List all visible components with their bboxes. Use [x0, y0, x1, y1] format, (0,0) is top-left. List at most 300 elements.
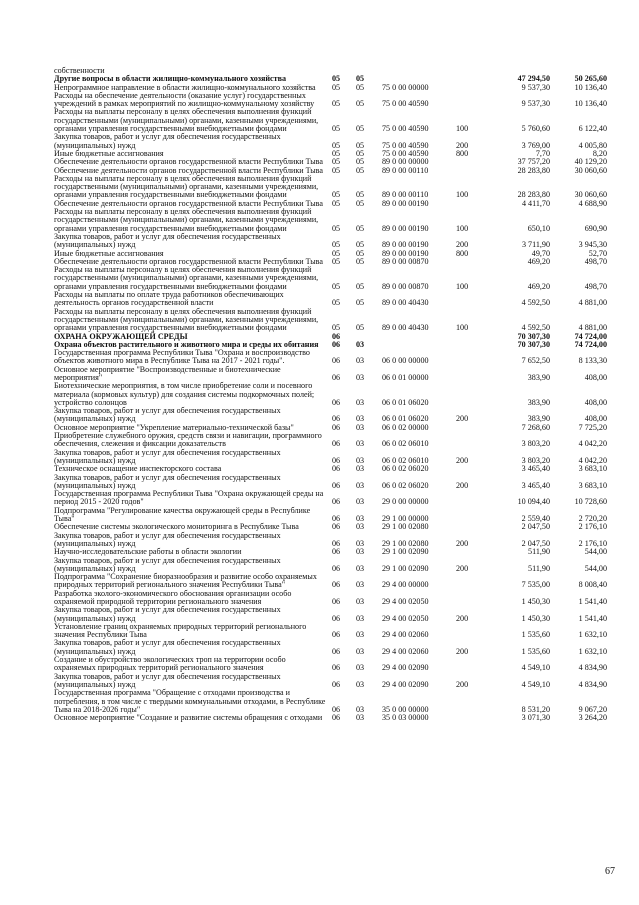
row-razdel: 06	[332, 439, 341, 449]
table-row	[54, 133, 607, 150]
row-razdel: 06	[332, 497, 341, 507]
row-celevaya-statya: 29 0 00 00000	[382, 497, 429, 507]
row-vid-rashodov	[450, 573, 490, 590]
row-podrazdel: 03	[356, 480, 365, 490]
row-razdel: 05	[332, 99, 341, 109]
row-amount-year1: 4 411,70	[521, 198, 550, 208]
row-name: Расходы на выплаты персоналу в целях обеспечения выполнения функций государственными (муниципальными) органами, казенными учреждениями, органами управления государственными внебюджетными фондами	[54, 207, 319, 233]
row-amount-year1: 10 094,40	[517, 497, 550, 507]
row-amount-year1: 28 283,80	[517, 165, 550, 175]
row-amount-year1: 7 268,60	[521, 422, 550, 432]
table-row	[54, 714, 607, 722]
row-amount-year2: 4 881,00	[578, 298, 607, 308]
row-celevaya-statya: 29 1 00 02090	[382, 547, 429, 557]
row-vid-rashodov	[450, 656, 490, 673]
row-name: Обеспечение деятельности органов государственной власти Республики Тыва	[54, 198, 323, 208]
row-razdel: 05	[332, 198, 341, 208]
row-podrazdel: 05	[356, 256, 365, 266]
row-vid-rashodov: 200	[456, 646, 469, 656]
row-podrazdel: 05	[356, 323, 365, 333]
row-celevaya-statya: 06 0 02 06010	[382, 455, 429, 465]
row-amount-year1: 9 537,30	[521, 82, 550, 92]
row-celevaya-statya: 06 0 01 06020	[382, 397, 429, 407]
row-razdel: 06	[332, 679, 341, 689]
row-amount-year2: 9 067,20	[578, 704, 607, 714]
row-name: Расходы на выплаты персоналу в целях обеспечения выполнения функций государственными (муниципальными) органами, казенными учреждениями, органами управления государственными внебюджетными фондами	[54, 306, 319, 333]
row-razdel: 06	[332, 414, 341, 424]
row-podrazdel: 05	[356, 223, 365, 233]
row-amount-year1: 2 047,50	[521, 538, 550, 548]
row-name: Иные бюджетные ассигнования	[54, 248, 164, 258]
row-celevaya-statya: 06 0 02 06020	[382, 464, 429, 474]
row-amount-year1: 28 283,80	[517, 190, 550, 200]
row-razdel: 06	[332, 613, 341, 623]
row-amount-year1: 2 047,50	[521, 522, 550, 532]
row-amount-year2: 8,20	[592, 148, 607, 158]
row-razdel: 06	[332, 331, 341, 341]
row-vid-rashodov: 100	[456, 281, 469, 291]
row-podrazdel: 03	[356, 372, 365, 382]
row-name: собственности	[54, 66, 105, 75]
row-name: Непрограммное направление в области жилищно-коммунального хозяйства	[54, 82, 316, 92]
row-podrazdel: 05	[356, 240, 365, 250]
row-razdel: 06	[332, 713, 341, 723]
row-razdel: 06	[332, 372, 341, 382]
table-row	[54, 266, 607, 291]
row-celevaya-statya: 89 0 00 00110	[382, 165, 429, 175]
row-vid-rashodov	[450, 333, 490, 341]
row-vid-rashodov: 200	[456, 480, 469, 490]
row-podrazdel: 05	[356, 74, 365, 84]
row-amount-year2: 408,00	[584, 397, 607, 407]
row-razdel: 05	[332, 148, 341, 158]
row-amount-year1: 7 652,50	[521, 356, 550, 366]
row-amount-year2: 4 005,80	[578, 140, 607, 150]
row-podrazdel: 03	[356, 563, 365, 573]
row-celevaya-statya: 29 4 00 02050	[382, 613, 429, 623]
row-razdel: 05	[332, 240, 341, 250]
table-row	[54, 449, 607, 466]
row-amount-year1: 70 307,30	[517, 339, 550, 349]
row-vid-rashodov: 200	[456, 679, 469, 689]
row-vid-rashodov: 200	[456, 140, 469, 150]
row-vid-rashodov	[450, 689, 490, 714]
row-amount-year2: 4 688,90	[578, 198, 607, 208]
row-amount-year1: 650,10	[527, 223, 550, 233]
table-row	[54, 573, 607, 590]
row-amount-year2: 544,00	[584, 563, 607, 573]
row-amount-year1: 49,70	[531, 248, 550, 258]
row-podrazdel: 05	[356, 140, 365, 150]
row-vid-rashodov	[450, 167, 490, 175]
row-razdel: 05	[332, 248, 341, 258]
table-row	[54, 474, 607, 491]
row-name: Научно-исследовательские работы в области экологии	[54, 547, 242, 557]
row-celevaya-statya: 06 0 02 00000	[382, 422, 429, 432]
row-name: Техническое оснащение инспекторского состава	[54, 464, 222, 474]
row-vid-rashodov	[450, 75, 490, 83]
table-row	[54, 532, 607, 549]
row-name: Подпрограмма "Сохранение биоразнообразия и развитие особо охраняемых природных территорий регионального значения Республики Тыва"	[54, 572, 317, 590]
row-podrazdel: 05	[356, 190, 365, 200]
table-row	[54, 490, 607, 507]
row-celevaya-statya: 29 1 00 02080	[382, 522, 429, 532]
row-name: Основное мероприятие "Создание и развитие системы обращения с отходами	[54, 713, 323, 723]
row-celevaya-statya: 35 0 03 00000	[382, 713, 429, 723]
row-podrazdel: 05	[356, 198, 365, 208]
row-name: Государственная программа Республики Тыва "Охрана и воспроизводство объектов животного мира в Республике Тыва на 2017 - 2021 годы".	[54, 348, 310, 366]
row-razdel: 05	[332, 256, 341, 266]
row-razdel: 05	[332, 298, 341, 308]
row-celevaya-statya: 89 0 00 00000	[382, 157, 429, 167]
row-name: Обеспечение деятельности органов государственной власти Республики Тыва	[54, 157, 323, 167]
row-podrazdel: 03	[356, 538, 365, 548]
row-amount-year1: 7,70	[535, 148, 550, 158]
row-celevaya-statya: 06 0 02 06010	[382, 439, 429, 449]
row-amount-year1: 9 537,30	[521, 99, 550, 109]
row-name: Биотехнические мероприятия, в том числе приобретение соли и посевного материала (кормовых культур) для создания системы подкормочных полей; устройство солонцов	[54, 381, 315, 407]
row-name: Другие вопросы в области жилищно-коммунального хозяйства	[54, 74, 287, 84]
table-row	[54, 557, 607, 574]
row-vid-rashodov	[450, 349, 490, 366]
row-celevaya-statya: 06 0 02 06020	[382, 480, 429, 490]
table-row	[54, 233, 607, 250]
row-razdel: 06	[332, 356, 341, 366]
row-podrazdel: 05	[356, 99, 365, 109]
row-podrazdel: 03	[356, 646, 365, 656]
budget-table	[54, 67, 607, 722]
row-podrazdel: 05	[356, 248, 365, 258]
row-amount-year2: 408,00	[584, 414, 607, 424]
row-razdel: 06	[332, 538, 341, 548]
page-number: 67	[605, 866, 615, 877]
row-name: Государственная программа "Обращение с отходами производства и потребления, в том числе с твердыми коммунальными отходами, в Республике Тыва на 2018-2026 годы"	[54, 688, 326, 714]
row-vid-rashodov	[450, 432, 490, 449]
row-amount-year1: 469,20	[527, 281, 550, 291]
row-podrazdel: 03	[356, 704, 365, 714]
row-celevaya-statya: 29 1 00 02090	[382, 563, 429, 573]
row-podrazdel: 03	[356, 497, 365, 507]
row-vid-rashodov: 100	[456, 223, 469, 233]
row-amount-year1: 3 769,00	[521, 140, 550, 150]
row-razdel: 06	[332, 563, 341, 573]
row-podrazdel: 05	[356, 148, 365, 158]
table-row	[54, 382, 607, 407]
row-celevaya-statya: 35 0 00 00000	[382, 704, 429, 714]
row-name: Подпрограмма "Регулирование качества окружающей среды в Республике Тыва"	[54, 505, 311, 524]
row-amount-year2: 1 541,40	[578, 597, 607, 606]
row-podrazdel: 03	[356, 663, 365, 673]
row-amount-year2: 3 945,30	[578, 240, 607, 250]
table-row	[54, 432, 607, 449]
row-podrazdel: 03	[356, 455, 365, 465]
row-vid-rashodov	[450, 465, 490, 473]
row-vid-rashodov: 200	[456, 563, 469, 573]
row-vid-rashodov	[450, 382, 490, 407]
row-amount-year2: 8 008,40	[578, 580, 607, 590]
row-name: Закупка товаров, работ и услуг для обеспечения государственных (муниципальных) нужд	[54, 605, 281, 623]
row-amount-year1: 5 760,60	[521, 124, 550, 134]
table-row	[54, 673, 607, 690]
row-amount-year2: 3 264,20	[578, 713, 607, 723]
row-razdel: 06	[332, 422, 341, 432]
row-amount-year2: 2 176,10	[578, 522, 607, 532]
row-name: Закупка товаров, работ и услуг для обеспечения государственных (муниципальных) нужд	[54, 671, 281, 689]
row-vid-rashodov	[450, 291, 490, 308]
row-celevaya-statya	[380, 333, 450, 341]
row-celevaya-statya: 89 0 00 40430	[382, 323, 429, 333]
row-amount-year2: 4 042,20	[578, 439, 607, 449]
row-celevaya-statya: 89 0 00 00110	[382, 190, 429, 200]
row-podrazdel: 03	[356, 414, 365, 424]
row-razdel: 05	[332, 165, 341, 175]
row-celevaya-statya: 89 0 00 00870	[382, 281, 429, 291]
row-podrazdel: 05	[356, 124, 365, 134]
row-amount-year1: 3 071,30	[521, 713, 550, 723]
row-amount-year1: 1 450,30	[521, 613, 550, 623]
row-amount-year1: 8 531,20	[521, 704, 550, 714]
row-vid-rashodov: 100	[456, 124, 469, 134]
row-razdel: 06	[332, 597, 341, 606]
row-razdel: 05	[332, 82, 341, 92]
row-podrazdel: 03	[356, 713, 365, 723]
row-vid-rashodov	[450, 67, 490, 75]
row-vid-rashodov: 100	[456, 323, 469, 333]
row-razdel: 05	[332, 140, 341, 150]
row-vid-rashodov	[450, 341, 490, 349]
row-name: Обеспечение деятельности органов государственной власти Республики Тыва	[54, 256, 323, 266]
row-name: Государственная программа Республики Тыва "Охрана окружающей среды на период 2015 - 2020 годов"	[54, 489, 324, 507]
row-amount-year2: 6 122,40	[578, 124, 607, 134]
row-podrazdel: 03	[356, 522, 365, 532]
row-amount-year2: 30 060,60	[574, 190, 607, 200]
row-razdel: 06	[332, 522, 341, 532]
table-row	[54, 689, 607, 714]
table-row	[54, 590, 607, 607]
row-amount-year2: 3 683,10	[578, 480, 607, 490]
row-amount-year2: 52,70	[588, 248, 607, 258]
row-vid-rashodov	[450, 623, 490, 640]
table-row	[54, 656, 607, 673]
row-amount-year2: 74 724,00	[574, 339, 607, 349]
row-amount-year2: 10 136,40	[574, 82, 607, 92]
table-row	[54, 639, 607, 656]
row-razdel: 06	[332, 630, 341, 640]
row-celevaya-statya: 29 1 00 00000	[382, 514, 429, 524]
row-amount-year2: 690,90	[584, 223, 607, 233]
row-celevaya-statya: 89 0 00 00190	[382, 240, 429, 250]
row-podrazdel: 03	[356, 397, 365, 407]
table-row	[54, 407, 607, 424]
row-amount-year1: 511,90	[528, 563, 550, 573]
row-vid-rashodov	[450, 92, 490, 109]
row-name: Основное мероприятие "Воспроизводственные и биотехнические мероприятия"	[54, 364, 281, 382]
row-razdel: 06	[332, 397, 341, 407]
row-amount-year1: 3 711,90	[521, 240, 550, 250]
row-razdel: 06	[332, 646, 341, 656]
row-amount-year2: 30 060,60	[574, 165, 607, 175]
row-celevaya-statya: 75 0 00 40590	[382, 140, 429, 150]
row-podrazdel: 03	[356, 464, 365, 474]
row-name: Обеспечение деятельности органов государственной власти Республики Тыва	[54, 165, 323, 175]
row-celevaya-statya: 75 0 00 40590	[382, 148, 429, 158]
row-amount-year2: 2 176,10	[578, 538, 607, 548]
table-row	[54, 507, 607, 524]
row-podrazdel: 03	[356, 514, 365, 524]
row-amount-year1: 1 450,30	[521, 597, 550, 606]
budget-table-page	[54, 67, 607, 722]
row-celevaya-statya: 06 0 01 06020	[382, 414, 429, 424]
row-name: Расходы на выплаты персоналу в целях обеспечения выполнения функций государственными (муниципальными) органами, казенными учреждениями, органами управления государственными внебюджетными фондами	[54, 173, 319, 200]
row-amount-year2: 544,00	[584, 547, 607, 557]
row-podrazdel: 03	[356, 580, 365, 590]
row-amount-year1: 1 535,60	[521, 646, 550, 656]
row-celevaya-statya: 75 0 00 00000	[382, 82, 429, 92]
row-celevaya-statya: 75 0 00 40590	[382, 99, 429, 109]
table-row	[54, 208, 607, 233]
row-razdel: 05	[332, 157, 341, 167]
row-vid-rashodov	[450, 424, 490, 432]
table-row	[54, 366, 607, 383]
row-vid-rashodov: 100	[456, 190, 469, 200]
row-celevaya-statya	[380, 341, 450, 349]
row-amount-year1: 383,90	[527, 372, 550, 382]
row-vid-rashodov	[450, 714, 490, 722]
row-podrazdel: 03	[356, 547, 365, 557]
row-name: Обеспечение системы экологического мониторинга в Республике Тыва	[54, 522, 299, 532]
row-vid-rashodov	[450, 366, 490, 383]
row-vid-rashodov: 200	[456, 613, 469, 623]
row-podrazdel: 05	[356, 281, 365, 291]
row-amount-year1: 4 549,10	[521, 663, 550, 673]
row-vid-rashodov	[450, 84, 490, 92]
row-vid-rashodov	[450, 158, 490, 166]
row-name: Закупка товаров, работ и услуг для обеспечения государственных (муниципальных) нужд	[54, 555, 281, 573]
row-amount-year2: 10 728,60	[574, 497, 607, 507]
table-row	[54, 308, 607, 333]
row-podrazdel: 03	[356, 613, 365, 623]
row-vid-rashodov	[450, 523, 490, 531]
row-name: Приобретение служебного оружия, средств связи и навигации, программного обеспечения, слежения и фиксации доказательств	[54, 431, 322, 449]
row-amount-year2: 40 129,20	[574, 157, 607, 167]
row-amount-year2: 3 683,10	[578, 464, 607, 474]
row-amount-year1: 37 757,20	[517, 157, 550, 167]
row-name: Закупка товаров, работ и услуг для обеспечения государственных (муниципальных) нужд	[54, 447, 281, 465]
row-vid-rashodov	[450, 548, 490, 556]
row-celevaya-statya: 29 4 00 02090	[382, 663, 429, 673]
row-razdel: 05	[332, 323, 341, 333]
table-row	[54, 623, 607, 640]
row-razdel: 06	[332, 663, 341, 673]
row-amount-year2: 2 720,20	[578, 514, 607, 524]
row-amount-year1: 1 535,60	[521, 630, 550, 640]
row-amount-year1: 3 803,20	[521, 455, 550, 465]
row-name: Охрана объектов растительного и животного мира и среды их обитания	[54, 339, 319, 349]
row-name: Создание и обустройство экологических троп на территории особо охраняемых природных территорий регионального значения	[54, 655, 286, 673]
row-celevaya-statya: 89 0 00 00870	[382, 256, 429, 266]
row-amount-year2: 4 834,90	[578, 663, 607, 673]
row-vid-rashodov	[450, 258, 490, 266]
row-celevaya-statya: 75 0 00 40590	[382, 124, 429, 134]
row-amount-year1: 2 559,40	[521, 514, 550, 524]
row-podrazdel: 05	[356, 157, 365, 167]
row-podrazdel: 05	[356, 82, 365, 92]
table-row	[54, 349, 607, 366]
budget-table-body	[54, 67, 607, 722]
row-celevaya-statya: 29 4 00 00000	[382, 580, 429, 590]
row-podrazdel: 03	[356, 339, 365, 349]
row-celevaya-statya: 89 0 00 00190	[382, 248, 429, 258]
row-vid-rashodov: 200	[456, 414, 469, 424]
row-name: Расходы на обеспечение деятельности (оказание услуг) государственных учреждений в рамках мероприятий по жилищно-коммунальному хозяйству	[54, 90, 315, 109]
row-celevaya-statya: 06 0 01 00000	[382, 372, 429, 382]
row-razdel: 06	[332, 704, 341, 714]
row-amount-year1: 3 465,40	[521, 480, 550, 490]
row-amount-year1: 511,90	[528, 547, 550, 557]
row-amount-year2: 4 881,00	[578, 323, 607, 333]
row-name: Расходы на выплаты персоналу в целях обеспечения выполнения функций государственными (муниципальными) органами, казенными учреждениями, органами управления государственными внебюджетными фондами	[54, 107, 319, 134]
row-podrazdel: 03	[356, 439, 365, 449]
row-amount-year1: 4 592,50	[521, 323, 550, 333]
row-name: Закупка товаров, работ и услуг для обеспечения государственных (муниципальных) нужд	[54, 638, 281, 656]
row-amount-year1: 383,90	[527, 397, 550, 407]
row-name: Закупка товаров, работ и услуг для обеспечения государственных (муниципальных) нужд	[54, 231, 281, 250]
row-celevaya-statya: 06 0 00 00000	[382, 356, 429, 366]
row-podrazdel: 03	[356, 597, 365, 606]
table-row	[54, 606, 607, 623]
row-razdel: 06	[332, 580, 341, 590]
row-vid-rashodov	[450, 490, 490, 507]
row-podrazdel: 03	[356, 679, 365, 689]
row-name: Закупка товаров, работ и услуг для обеспечения государственных (муниципальных) нужд	[54, 472, 281, 490]
row-razdel: 06	[332, 514, 341, 524]
table-row	[54, 108, 607, 133]
table-row	[54, 92, 607, 109]
row-name: ОХРАНА ОКРУЖАЮЩЕЙ СРЕДЫ	[54, 331, 188, 341]
row-amount-year2: 1 632,10	[578, 630, 607, 640]
row-amount-year2: 498,70	[584, 281, 607, 291]
row-name: Установление границ охраняемых природных территорий регионального значения Республики Тыва	[54, 621, 307, 640]
row-vid-rashodov	[450, 200, 490, 208]
row-celevaya-statya: 29 4 00 02060	[382, 646, 429, 656]
row-amount-year2: 408,00	[584, 372, 607, 382]
row-razdel: 05	[332, 124, 341, 134]
row-razdel: 05	[332, 190, 341, 200]
row-vid-rashodov: 800	[456, 148, 469, 158]
row-name: Расходы на выплаты по оплате труда работников обеспечивающих деятельность органов государственной власти	[54, 290, 284, 308]
row-razdel: 05	[332, 74, 341, 84]
row-amount-year1: 47 294,50	[517, 74, 550, 84]
row-vid-rashodov	[450, 507, 490, 524]
row-name: Иные бюджетные ассигнования	[54, 148, 164, 158]
row-podrazdel: 05	[356, 298, 365, 308]
row-amount-year2: 498,70	[584, 256, 607, 266]
row-amount-year2: 1 541,40	[578, 613, 607, 623]
row-amount-year1: 3 803,20	[521, 439, 550, 449]
row-vid-rashodov: 200	[456, 455, 469, 465]
row-amount-year1: 3 465,40	[521, 464, 550, 474]
row-amount-year2: 4 834,90	[578, 679, 607, 689]
row-razdel: 05	[332, 281, 341, 291]
row-amount-year2: 1 632,10	[578, 646, 607, 656]
row-amount-year1: 4 592,50	[521, 298, 550, 308]
row-podrazdel: 05	[356, 165, 365, 175]
row-amount-year1: 469,20	[527, 256, 550, 266]
row-podrazdel: 03	[356, 422, 365, 432]
row-vid-rashodov	[450, 590, 490, 607]
row-vid-rashodov: 800	[456, 248, 469, 258]
row-name: Разработка эколого-экономического обоснования организации особо охраняемой природной территории регионального значения	[54, 588, 292, 606]
